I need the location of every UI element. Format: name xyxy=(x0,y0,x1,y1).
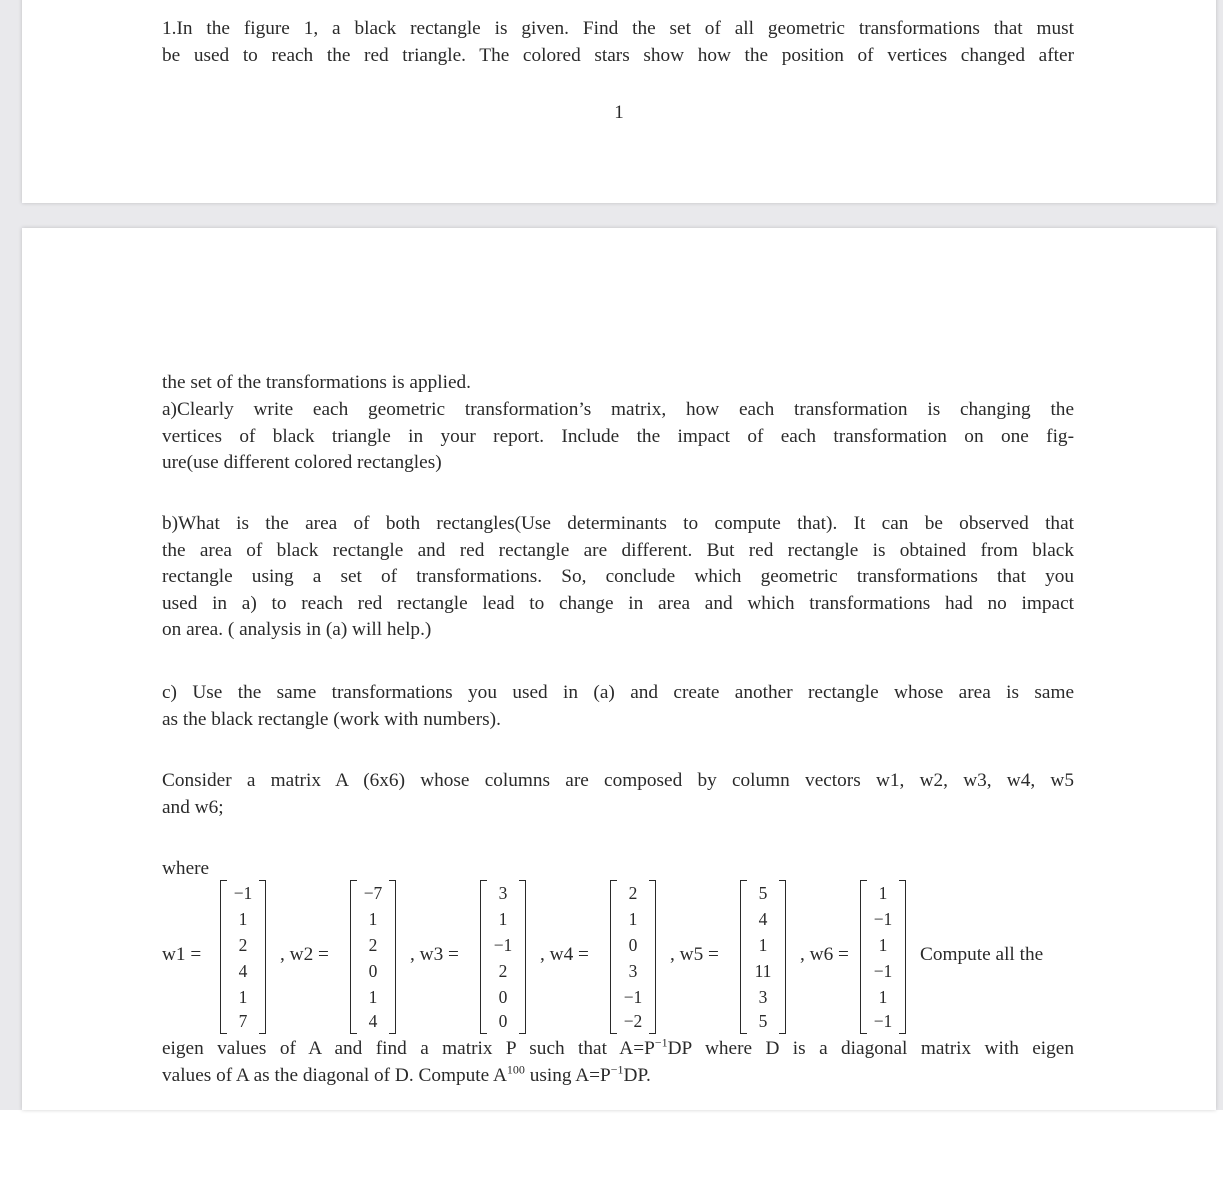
part-c xyxy=(162,680,1074,733)
vector-w1 xyxy=(220,878,266,1036)
vector-entry: 1 xyxy=(368,909,378,929)
vector-label-w2: , w2 = xyxy=(280,944,329,965)
vector-entry: 0 xyxy=(368,961,378,981)
vector-entry: 1 xyxy=(758,935,768,955)
vector-entry: −1 xyxy=(873,961,893,981)
vector-label-w1: w1 = xyxy=(162,944,202,965)
vector-entry: −1 xyxy=(493,935,513,955)
document-page-1 xyxy=(22,0,1216,203)
vector-entry: 3 xyxy=(758,987,768,1007)
text-line: Consider a matrix A (6x6) whose columns are composed by column vectors w1, w2, w3, w4, w5 xyxy=(162,770,1074,791)
vector-entry: 4 xyxy=(238,961,248,981)
vector-entry: 2 xyxy=(498,961,508,981)
vector-entry: 3 xyxy=(628,961,638,981)
vector-entry: 1 xyxy=(238,909,248,929)
vector-entry: 11 xyxy=(754,961,772,981)
vector-w2 xyxy=(350,878,396,1036)
vector-entry: −1 xyxy=(623,987,643,1007)
vector-label-w4: , w4 = xyxy=(540,944,589,965)
viewer-background-strip xyxy=(0,1110,1223,1200)
text-line: and w6; xyxy=(162,796,224,818)
vector-entry: −2 xyxy=(623,1011,643,1031)
text-line: rectangle using a set of transformations. So, conclude which geometric transformations that you xyxy=(162,566,1074,588)
text-line: the area of black rectangle and red rectangle are different. But red rectangle is obtained from black xyxy=(162,539,1074,561)
vector-w3 xyxy=(480,878,526,1036)
document-page-2 xyxy=(22,228,1216,1110)
final-instructions xyxy=(162,1036,1074,1089)
matrix-intro xyxy=(162,768,1074,821)
vector-w6 xyxy=(860,878,906,1036)
part-a xyxy=(162,397,1074,477)
text-line: the set of the transformations is applied. xyxy=(162,372,471,393)
vector-entry: 5 xyxy=(758,1011,768,1031)
text-line: ure(use different colored rectangles) xyxy=(162,452,442,474)
vector-entry: 7 xyxy=(238,1011,248,1031)
vector-entry: 1 xyxy=(878,987,888,1007)
vector-w4 xyxy=(610,878,656,1036)
vector-label-w5: , w5 = xyxy=(670,944,719,965)
vector-entry: −1 xyxy=(233,883,253,903)
vector-entry: 3 xyxy=(498,883,508,903)
text-line: as the black rectangle (work with numbers). xyxy=(162,708,501,730)
text-line: be used to reach the red triangle. The colored stars show how the position of vertices changed after xyxy=(162,44,1074,66)
vector-entry: 0 xyxy=(628,935,638,955)
vector-entry: 0 xyxy=(498,987,508,1007)
vector-entry: 4 xyxy=(368,1011,378,1031)
page-number: 1 xyxy=(614,102,624,123)
vector-entry: 1 xyxy=(878,935,888,955)
vector-entry: 2 xyxy=(368,935,378,955)
vector-label-w6: , w6 = xyxy=(800,944,849,965)
vector-entry: 4 xyxy=(758,909,768,929)
text-line: on area. ( analysis in (a) will help.) xyxy=(162,619,432,641)
vector-entry: −7 xyxy=(363,883,383,903)
continuation-text xyxy=(162,370,1074,397)
vector-entry: −1 xyxy=(873,1011,893,1031)
part-b xyxy=(162,511,1074,644)
vector-entry: 2 xyxy=(238,935,248,955)
text-line: values of A as the diagonal of D. Compute $A^{100}$ using $A=P^{-1}DP$. xyxy=(162,1062,651,1086)
vector-entry: 1 xyxy=(498,909,508,929)
where-label: where xyxy=(162,858,210,879)
vector-label-w3: , w3 = xyxy=(410,944,459,965)
vector-entry: 2 xyxy=(628,883,638,903)
compute-text: Compute all the xyxy=(920,944,1044,965)
vector-entry: 0 xyxy=(498,1011,508,1031)
vector-entry: 1 xyxy=(368,987,378,1007)
vector-entry: 1 xyxy=(238,987,248,1007)
vector-entry: 5 xyxy=(758,883,768,903)
vector-w5 xyxy=(740,878,786,1036)
text-line: c) Use the same transformations you used in (a) and create another rectangle whose area is same xyxy=(162,682,1074,703)
text-line: eigen values of A and find a matrix P such that $A=P^{-1}DP$ where D is a diagonal matrix with eigen xyxy=(162,1035,1074,1059)
text-line: used in a) to reach red rectangle lead to change in area and which transformations had no impact xyxy=(162,592,1074,614)
text-line: vertices of black triangle in your report. Include the impact of each transformation on one fig- xyxy=(162,425,1074,447)
column-vectors xyxy=(162,878,1082,1038)
vector-entry: 1 xyxy=(628,909,638,929)
text-line: a)Clearly write each geometric transformation’s matrix, how each transformation is changing the xyxy=(162,399,1074,420)
vector-entry: 1 xyxy=(878,883,888,903)
text-line: 1.In the figure 1, a black rectangle is given. Find the set of all geometric transformations that must xyxy=(162,18,1074,39)
vector-entry: −1 xyxy=(873,909,893,929)
text-line: b)What is the area of both rectangles(Use determinants to compute that). It can be observed that xyxy=(162,513,1074,534)
question-1-intro xyxy=(162,16,1074,69)
